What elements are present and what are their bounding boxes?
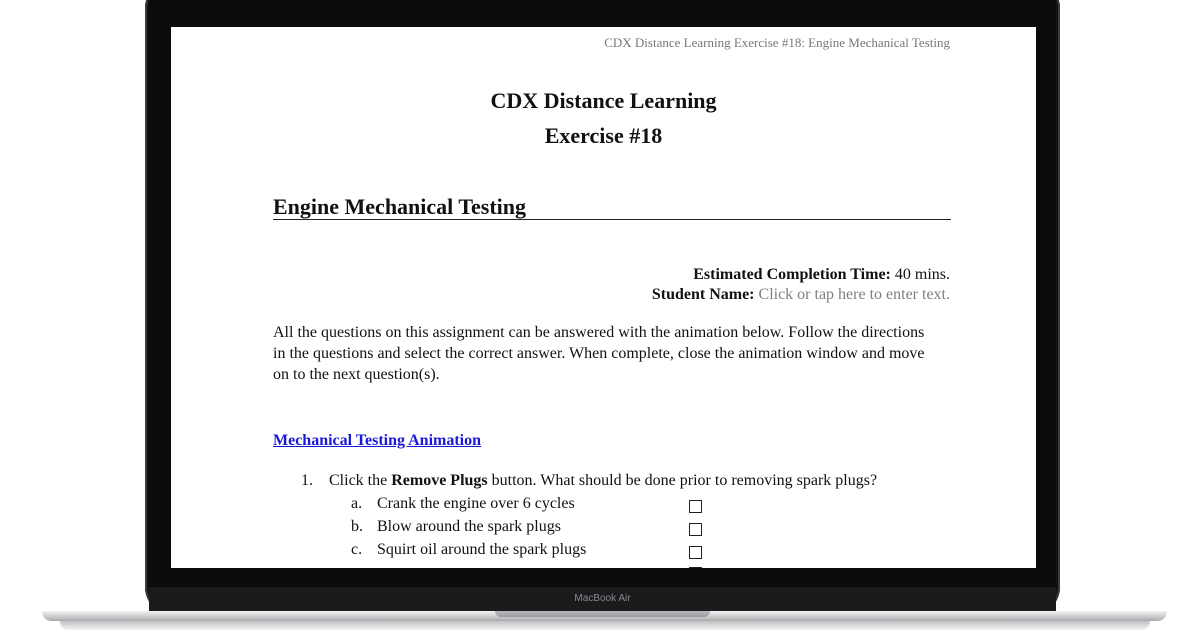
completion-time-value: 40 mins.	[890, 266, 950, 283]
question-1	[301, 472, 877, 490]
section-divider	[273, 219, 951, 220]
animation-link[interactable]: Mechanical Testing Animation	[273, 432, 482, 449]
checkbox-d[interactable]	[689, 567, 702, 568]
laptop-chin	[149, 587, 1056, 613]
option-text: Crank the engine over 6 cycles	[377, 495, 575, 512]
section-title: Engine Mechanical Testing	[273, 194, 527, 219]
option-text: Squirt oil around the spark plugs	[377, 541, 587, 558]
checkbox-b[interactable]	[689, 523, 702, 536]
checkbox-c[interactable]	[689, 546, 702, 559]
question-bold-term: Remove Plugs	[391, 472, 488, 489]
exercise-number: Exercise #18	[544, 123, 663, 148]
laptop-notch	[495, 611, 710, 617]
answer-option-a	[351, 495, 575, 513]
option-letter: a.	[351, 495, 363, 512]
option-text: Blow around the spark plugs	[377, 518, 561, 535]
answer-option-c	[351, 541, 586, 559]
completion-time-label: Estimated Completion Time:	[693, 266, 891, 283]
student-name-row	[652, 285, 950, 305]
student-name-field[interactable]: Click or tap here to enter text.	[754, 286, 950, 303]
exercise-meta	[652, 265, 950, 305]
laptop-shadow	[60, 621, 1150, 630]
document-page	[171, 27, 1036, 568]
page-title: CDX Distance Learning	[490, 88, 717, 113]
checkbox-a[interactable]	[689, 500, 702, 513]
question-prefix: Click the	[329, 472, 392, 489]
model-label: MacBook Air	[574, 593, 631, 604]
student-name-label: Student Name:	[651, 286, 755, 303]
intro-paragraph: All the questions on this assignment can be answered with the animation below. Follow the directions in the questions and select the correct answer. When complete, close the animation window and move on to the next question(s).	[273, 324, 925, 383]
document-header: CDX Distance Learning Exercise #18: Engine Mechanical Testing	[604, 35, 950, 50]
answer-option-b	[351, 518, 561, 536]
completion-time	[652, 265, 950, 285]
question-suffix: button. What should be done prior to removing spark plugs?	[487, 472, 878, 489]
option-letter: b.	[351, 518, 363, 535]
option-letter: c.	[351, 541, 363, 558]
question-number: 1.	[301, 472, 313, 489]
